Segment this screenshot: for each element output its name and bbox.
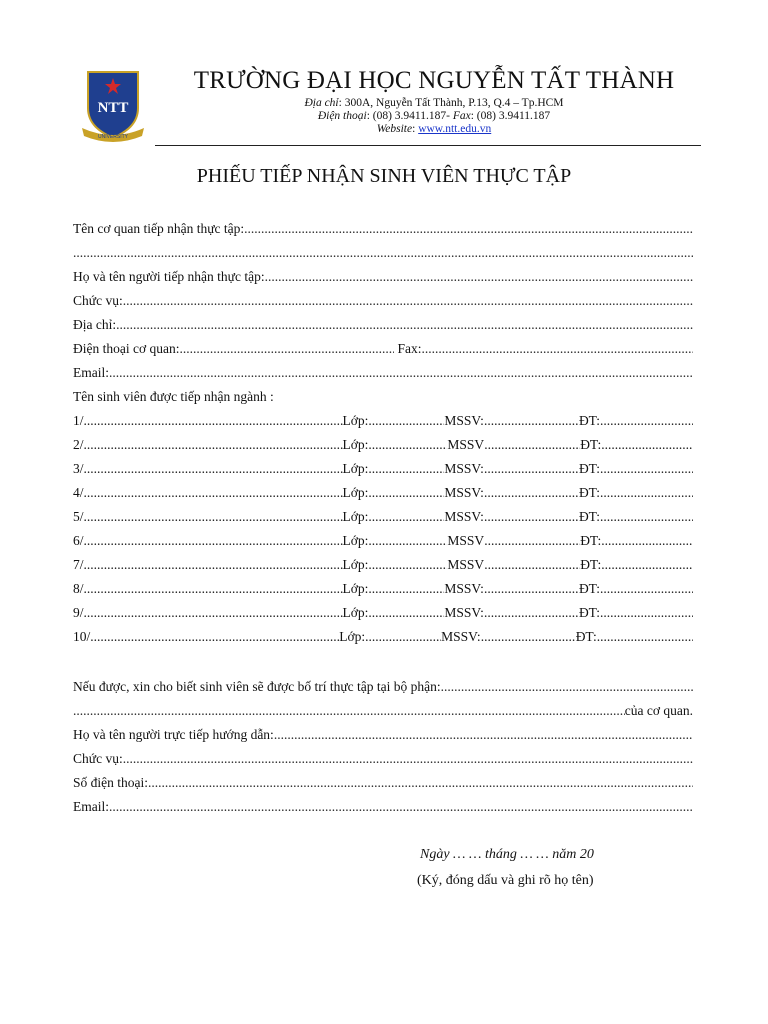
student-name-fill[interactable] [84, 435, 343, 455]
student-row[interactable] [73, 459, 693, 479]
fill-line [179, 339, 394, 359]
class-fill[interactable] [368, 459, 444, 479]
phone-label: ĐT: [578, 581, 601, 596]
position-field[interactable] [73, 291, 693, 311]
student-number: 10/ [73, 629, 91, 644]
phone-label: ĐT: [580, 533, 602, 548]
phone-fill[interactable] [601, 435, 693, 455]
fill-line [116, 315, 693, 335]
address-line [160, 97, 708, 110]
mentor-position-label: Chức vụ: [73, 751, 123, 766]
fax-label: Fax [452, 110, 471, 122]
student-row[interactable] [73, 555, 693, 575]
email-label: Email: [73, 365, 109, 380]
signature-instruction: (Ký, đóng dấu và ghi rõ họ tên) [417, 873, 594, 888]
mssv-fill[interactable] [484, 579, 579, 599]
student-name-fill[interactable] [84, 603, 343, 623]
fill-line [265, 267, 693, 287]
agency-name-field-continued[interactable] [73, 243, 693, 263]
student-number: 1/ [73, 413, 84, 428]
mssv-fill[interactable] [484, 483, 579, 503]
class-fill[interactable] [368, 603, 444, 623]
fill-line [123, 749, 693, 769]
mentor-name-label: Họ và tên người trực tiếp hướng dẫn: [73, 727, 274, 742]
mentor-phone-field[interactable] [73, 773, 693, 793]
class-label: Lớp: [342, 437, 369, 452]
fill-line [441, 677, 693, 697]
student-name-fill[interactable] [84, 531, 343, 551]
fill-line [73, 243, 693, 263]
phone-label: ĐT: [578, 605, 601, 620]
class-fill[interactable] [368, 531, 447, 551]
mssv-label: MSSV: [444, 509, 484, 524]
class-label: Lớp: [339, 629, 366, 644]
student-number: 2/ [73, 437, 84, 452]
class-fill[interactable] [365, 627, 441, 647]
form-title: PHIẾU TIẾP NHẬN SINH VIÊN THỰC TẬP [196, 165, 572, 187]
website-line [160, 123, 708, 136]
department-field-continued[interactable] [73, 701, 693, 721]
mssv-fill[interactable] [484, 603, 579, 623]
phone-fill[interactable] [601, 555, 693, 575]
mssv-label: MSSV: [444, 581, 484, 596]
student-row[interactable] [73, 435, 693, 455]
class-label: Lớp: [342, 509, 369, 524]
fill-line [73, 701, 625, 721]
mssv-fill[interactable] [484, 531, 580, 551]
agency-name-label: Tên cơ quan tiếp nhận thực tập: [73, 221, 245, 236]
fax-value: : (08) 3.9411.187 [470, 110, 551, 122]
class-fill[interactable] [368, 483, 444, 503]
phone-fill[interactable] [600, 411, 693, 431]
receiver-name-field[interactable] [73, 267, 693, 287]
mentor-position-field[interactable] [73, 749, 693, 769]
mssv-label: MSSV: [444, 485, 484, 500]
phone-fill[interactable] [600, 579, 693, 599]
class-label: Lớp: [342, 461, 369, 476]
mssv-label: MSSV: [441, 629, 481, 644]
class-fill[interactable] [368, 411, 444, 431]
office-phone-fax-field[interactable] [73, 339, 693, 359]
phone-label: ĐT: [578, 485, 601, 500]
mentor-name-field[interactable] [73, 725, 693, 745]
student-row[interactable] [73, 411, 693, 431]
class-fill[interactable] [368, 435, 447, 455]
class-fill[interactable] [368, 555, 447, 575]
receiver-name-label: Họ và tên người tiếp nhận thực tập: [73, 269, 265, 284]
mssv-fill[interactable] [484, 411, 579, 431]
student-name-fill[interactable] [84, 555, 343, 575]
class-fill[interactable] [368, 507, 444, 527]
student-row[interactable] [73, 579, 693, 599]
student-row[interactable] [73, 483, 693, 503]
phone-label: ĐT: [575, 629, 597, 644]
student-number: 4/ [73, 485, 84, 500]
mentor-email-label: Email: [73, 799, 109, 814]
student-row[interactable] [73, 531, 693, 551]
phone-label: Điện thoại [317, 110, 367, 122]
website-label: Website [376, 123, 413, 135]
phone-fill[interactable] [600, 483, 693, 503]
mssv-label: MSSV [447, 437, 485, 452]
student-number: 8/ [73, 581, 84, 596]
class-label: Lớp: [342, 413, 369, 428]
phone-label: ĐT: [578, 413, 601, 428]
website-sep: : [412, 123, 419, 135]
mssv-label: MSSV: [444, 413, 484, 428]
student-row[interactable] [73, 627, 693, 647]
header-divider [155, 145, 701, 146]
student-name-fill[interactable] [84, 459, 343, 479]
student-name-fill[interactable] [84, 483, 343, 503]
class-label: Lớp: [342, 533, 369, 548]
mssv-fill[interactable] [481, 627, 576, 647]
phone-fill[interactable] [600, 603, 693, 623]
signature-date: Ngày … … tháng … … năm 20 [420, 847, 594, 862]
address-field-label: Địa chỉ: [73, 317, 117, 332]
phone-label: ĐT: [578, 461, 601, 476]
website-link[interactable]: www.ntt.edu.vn [418, 123, 492, 135]
student-name-fill[interactable] [84, 579, 343, 599]
student-row[interactable] [73, 507, 693, 527]
student-name-fill[interactable] [84, 411, 343, 431]
student-number: 3/ [73, 461, 84, 476]
phone-fill[interactable] [597, 627, 693, 647]
phone-label: ĐT: [580, 437, 602, 452]
fill-line [109, 797, 693, 817]
student-name-fill[interactable] [84, 507, 343, 527]
students-intro: Tên sinh viên được tiếp nhận ngành : [73, 389, 274, 404]
phone-line [160, 110, 708, 123]
phone-label: ĐT: [578, 509, 601, 524]
fill-line [148, 773, 693, 793]
class-fill[interactable] [368, 579, 444, 599]
mssv-label: MSSV [447, 557, 485, 572]
class-label: Lớp: [342, 557, 369, 572]
department-question: Nếu được, xin cho biết sinh viên sẽ được bố trí thực tập tại bộ phận: [73, 679, 441, 694]
mssv-fill[interactable] [484, 507, 579, 527]
student-number: 9/ [73, 605, 84, 620]
mssv-fill[interactable] [484, 459, 579, 479]
mssv-label: MSSV [447, 533, 485, 548]
department-field[interactable] [73, 677, 693, 697]
class-label: Lớp: [342, 581, 369, 596]
student-number: 7/ [73, 557, 84, 572]
mssv-label: MSSV: [444, 605, 484, 620]
student-number: 6/ [73, 533, 84, 548]
phone-fill[interactable] [600, 507, 693, 527]
mssv-fill[interactable] [484, 435, 580, 455]
address-field[interactable] [73, 315, 693, 335]
mssv-fill[interactable] [484, 555, 580, 575]
address-value: : 300A, Nguyễn Tất Thành, P.13, Q.4 – Tp.HCM [338, 97, 564, 109]
university-logo-icon [80, 68, 146, 144]
department-suffix: của cơ quan. [624, 703, 693, 718]
phone-value: : (08) 3.9411.187- [366, 110, 453, 122]
class-label: Lớp: [342, 485, 369, 500]
fax-field-label: Fax: [397, 341, 422, 356]
position-label: Chức vụ: [73, 293, 123, 308]
school-name: TRƯỜNG ĐẠI HỌC NGUYỄN TẤT THÀNH [193, 67, 675, 94]
fill-line [109, 363, 693, 383]
phone-fill[interactable] [600, 459, 693, 479]
email-field[interactable] [73, 363, 693, 383]
student-name-fill[interactable] [90, 627, 339, 647]
svg-text:UNIVERSITY: UNIVERSITY [97, 134, 129, 140]
office-phone-label: Điện thoại cơ quan: [73, 341, 180, 356]
svg-text:NTT: NTT [97, 100, 129, 116]
fill-line [244, 219, 693, 239]
phone-label: ĐT: [580, 557, 602, 572]
mssv-label: MSSV: [444, 461, 484, 476]
phone-fill[interactable] [601, 531, 693, 551]
address-label: Địa chỉ [304, 97, 339, 109]
fill-line [123, 291, 693, 311]
student-number: 5/ [73, 509, 84, 524]
class-label: Lớp: [342, 605, 369, 620]
student-row[interactable] [73, 603, 693, 623]
fill-line [422, 339, 694, 359]
agency-name-field[interactable] [73, 219, 693, 239]
mentor-phone-label: Số điện thoại: [73, 775, 148, 790]
mentor-email-field[interactable] [73, 797, 693, 817]
fill-line [274, 725, 693, 745]
